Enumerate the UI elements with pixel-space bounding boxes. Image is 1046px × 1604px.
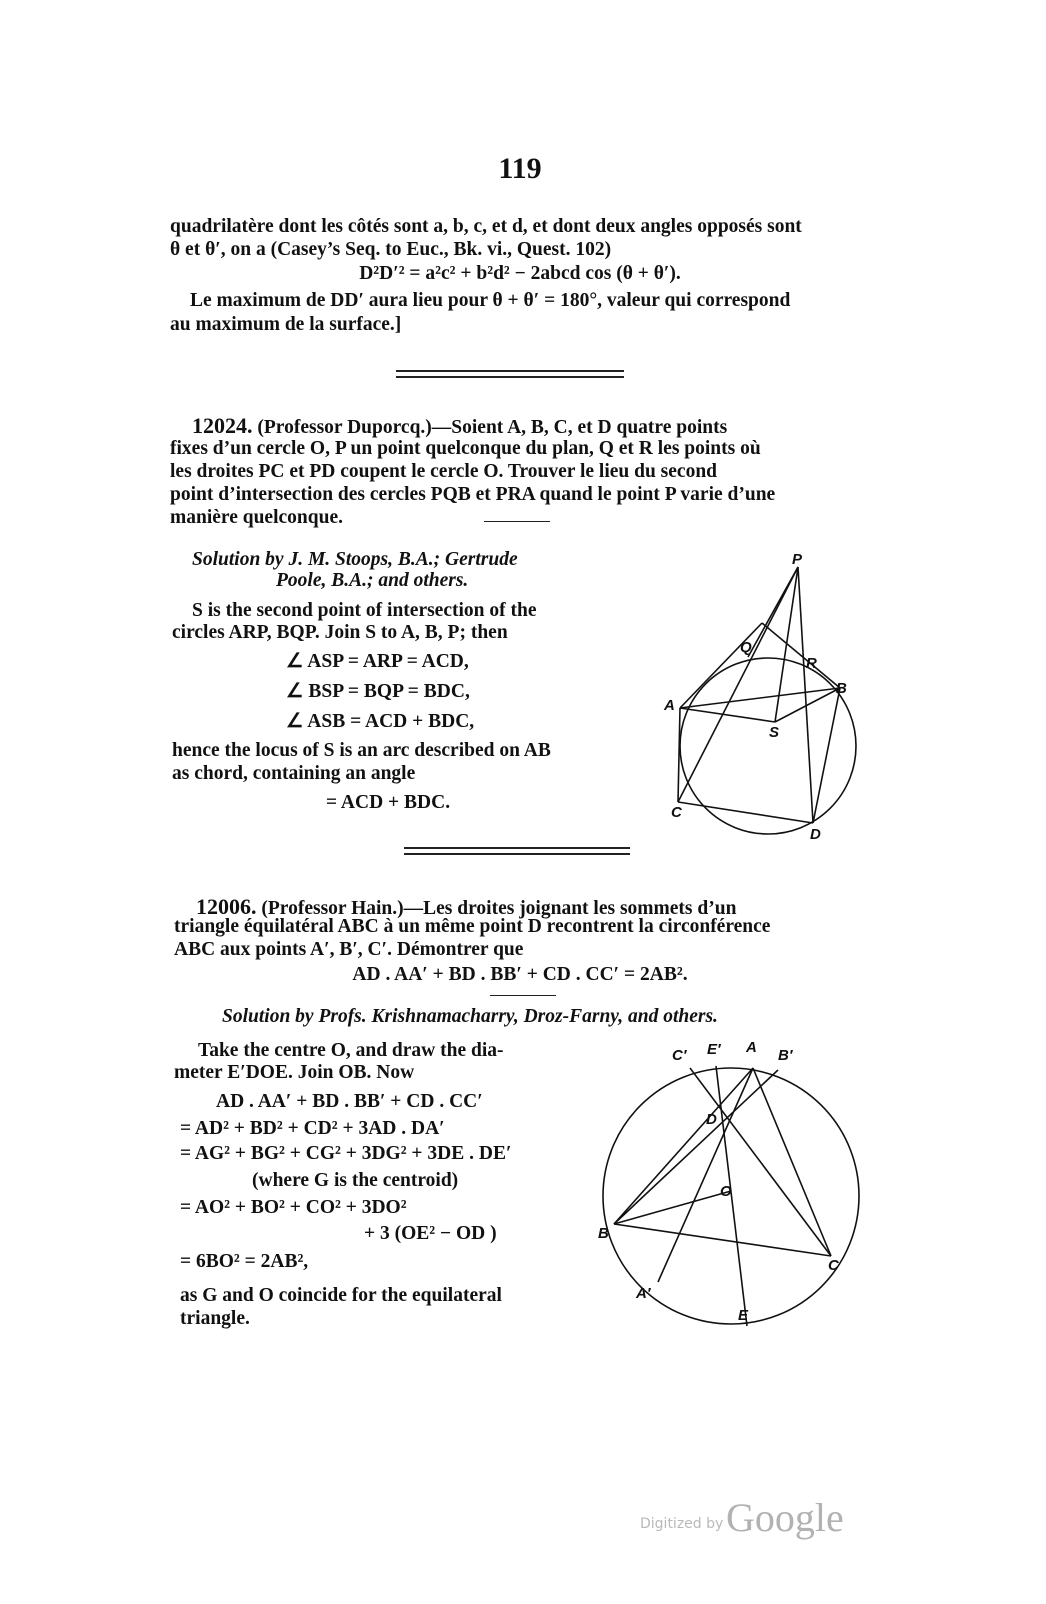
google-logo: Google — [726, 1495, 844, 1540]
digitized-label: Digitized by — [640, 1516, 724, 1532]
line-cd — [678, 802, 813, 823]
label-d: D — [810, 826, 821, 843]
short-rule-1 — [484, 521, 550, 522]
top-formula: D²D′² = a²c² + b²d² − 2abcd cos (θ + θ′). — [359, 263, 681, 284]
label-r: R — [806, 655, 817, 672]
line-as — [680, 708, 775, 722]
top-line-1: quadrilatère dont les côtés sont a, b, c, et d, et dont deux angles opposés sont — [170, 216, 802, 237]
q12006-body-3: as G and O coincide for the equilateral — [180, 1285, 502, 1306]
q12024-body-2: circles ARP, BQP. Join S to A, B, P; then — [172, 622, 508, 643]
q12006-eq-6: + 3 (OE² − OD ) — [364, 1223, 497, 1244]
q12024-body-4: as chord, containing an angle — [172, 763, 416, 784]
q12006-eq-5: = AO² + BO² + CO² + 3DO² — [180, 1197, 407, 1218]
q12024-body-1: S is the second point of intersection of the — [192, 600, 537, 621]
q12006-line-1: (Professor Hain.)—Les droites joignant les sommets d’un — [261, 898, 737, 919]
q12024-line-1: (Professor Duporcq.)—Soient A, B, C, et D quatre points — [257, 417, 728, 438]
label-b: B — [598, 1225, 609, 1242]
line-ac — [753, 1068, 831, 1256]
label-q: Q — [740, 639, 752, 656]
top-line-2: θ et θ′, on a (Casey’s Seq. to Euc., Bk. vi., Quest. 102) — [170, 239, 612, 260]
q12024-solution-line-1: Solution by J. M. Stoops, B.A.; Gertrude — [192, 549, 518, 570]
q12024-eq-1: ∠ ASP = ARP = ACD, — [286, 651, 469, 672]
q12006-eq-1: AD . AA′ + BD . BB′ + CD . CC′ — [216, 1091, 483, 1112]
label-b-prime: B′ — [778, 1047, 793, 1064]
page-number: 119 — [498, 152, 542, 185]
q12006-body-4: triangle. — [180, 1308, 250, 1329]
q12006-eq-7: = 6BO² = 2AB², — [180, 1251, 309, 1272]
q12024-line-2: fixes d’un cercle O, P un point quelconque du plan, Q et R les points où — [170, 438, 761, 459]
figure-12024 — [650, 540, 870, 850]
line-ac — [678, 708, 680, 802]
label-e-prime: E′ — [707, 1041, 721, 1058]
q12024-solution-line-2: Poole, B.A.; and others. — [276, 570, 469, 591]
q12024-body-3: hence the locus of S is an arc described on AB — [172, 740, 551, 761]
q12024-line-4: point d’intersection des cercles PQB et PRA quand le point P varie d’une — [170, 484, 776, 505]
short-rule-2 — [490, 995, 556, 996]
label-a-prime: A′ — [636, 1285, 651, 1302]
q12024-line-3: les droites PC et PD coupent le cercle O. Trouver le lieu du second — [170, 461, 718, 482]
q12024-eq-2: ∠ BSP = BQP = BDC, — [286, 681, 470, 702]
q12006-body-1: Take the centre O, and draw the dia- — [198, 1040, 504, 1061]
label-c: C — [671, 804, 682, 821]
q12006-eq-4: (where G is the centroid) — [252, 1170, 459, 1191]
q12006-line-3: ABC aux points A′, B′, C′. Démontrer que — [174, 939, 524, 960]
line-aap — [658, 1068, 753, 1282]
question-number-12006: 12006. — [196, 894, 257, 919]
label-a: A — [746, 1039, 757, 1056]
q12024-eq-4: = ACD + BDC. — [326, 792, 451, 813]
label-b: B — [836, 680, 847, 697]
label-c-prime: C′ — [672, 1047, 687, 1064]
line-aq — [680, 623, 762, 708]
label-a: A — [664, 697, 675, 714]
q12006-formula: AD . AA′ + BD . BB′ + CD . CC′ = 2AB². — [352, 964, 688, 985]
figure-12006 — [592, 1030, 882, 1330]
q12024-eq-3: ∠ ASB = ACD + BDC, — [286, 711, 475, 732]
question-number-12024: 12024. — [192, 413, 253, 438]
label-c: C — [828, 1257, 839, 1274]
line-pq — [748, 567, 798, 657]
line-bc — [614, 1224, 831, 1256]
label-e: E — [738, 1307, 749, 1324]
section-divider-1 — [396, 370, 624, 378]
q12006-eq-3: = AG² + BG² + CG² + 3DG² + 3DE . DE′ — [180, 1143, 512, 1164]
q12006-eq-2: = AD² + BD² + CD² + 3AD . DA′ — [180, 1118, 445, 1139]
top-line-4: au maximum de la surface.] — [170, 314, 402, 335]
label-s: S — [769, 724, 780, 741]
line-qb — [762, 623, 840, 688]
label-p: P — [792, 551, 803, 568]
q12006-body-2: meter E′DOE. Join OB. Now — [174, 1062, 415, 1083]
section-divider-2 — [404, 847, 630, 855]
q12006-line-2: triangle équilatéral ABC à un même point D recontrent la circonférence — [174, 916, 771, 937]
label-d: D — [706, 1111, 717, 1128]
q12006-solution: Solution by Profs. Krishnamacharry, Droz-Farny, and others. — [222, 1006, 718, 1027]
q12024-line-5: manière quelconque. — [170, 507, 343, 528]
line-pd — [798, 567, 813, 823]
line-ab — [680, 688, 840, 708]
top-line-3: Le maximum de DD′ aura lieu pour θ + θ′ = 180°, valeur qui correspond — [190, 290, 791, 311]
label-o: O — [720, 1183, 732, 1200]
